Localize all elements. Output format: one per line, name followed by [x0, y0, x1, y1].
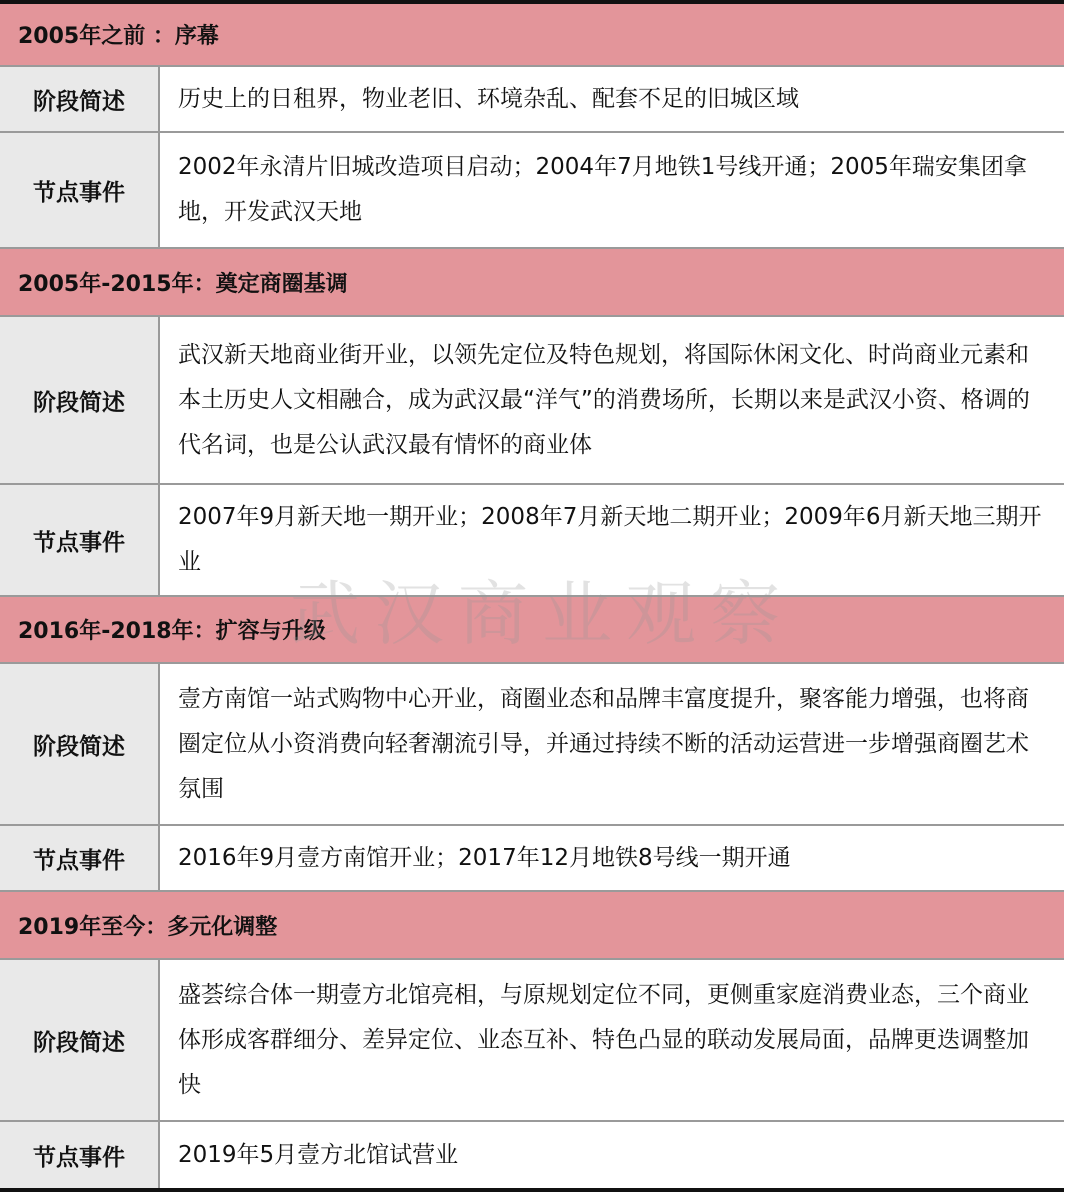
row-content [160, 67, 1064, 131]
events-text: 2002年永清片旧城改造项目启动；2004年7月地铁1号线开通；2005年瑞安集团拿地，开发武汉天地 [178, 154, 1027, 225]
events-row [0, 826, 1064, 892]
events-row [0, 1122, 1064, 1188]
events-text: 2019年5月壹方北馆试营业 [178, 1141, 459, 1168]
row-label: 阶段简述 [0, 960, 160, 1120]
phase-header [0, 892, 1064, 960]
row-label: 节点事件 [0, 485, 160, 595]
description-row [0, 664, 1064, 826]
watermark: 武汉商业观察 [290, 573, 794, 655]
phase-header [0, 249, 1064, 317]
description-text: 盛荟综合体一期壹方北馆亮相，与原规划定位不同，更侧重家庭消费业态，三个商业体形成客群细分、差异定位、业态互补、特色凸显的联动发展局面，品牌更迭调整加快 [178, 981, 1029, 1098]
row-label: 节点事件 [0, 826, 160, 890]
row-content [160, 317, 1064, 483]
phase-title: 2016年-2018年：扩容与升级 [18, 619, 326, 644]
row-label: 节点事件 [0, 133, 160, 247]
row-content [160, 133, 1064, 247]
phase-title: 2005年-2015年：奠定商圈基调 [18, 271, 348, 297]
bottom-rule [0, 1188, 1064, 1192]
events-text: 2007年9月新天地一期开业；2008年7月新天地二期开业；2009年6月新天地三期开业 [178, 504, 1042, 575]
row-label: 阶段简述 [0, 317, 160, 483]
description-row [0, 67, 1064, 133]
phase-header [0, 4, 1064, 67]
description-row [0, 317, 1064, 485]
row-content [160, 1122, 1064, 1188]
row-content [160, 485, 1064, 595]
phase-title: 2005年之前 ：序幕 [18, 24, 219, 49]
row-content [160, 826, 1064, 890]
events-row [0, 485, 1064, 597]
events-text: 2016年9月壹方南馆开业；2017年12月地铁8号线一期开通 [178, 844, 791, 871]
phase-title: 2019年至今：多元化调整 [18, 914, 278, 940]
row-content [160, 664, 1064, 824]
row-label: 阶段简述 [0, 664, 160, 824]
description-text: 壹方南馆一站式购物中心开业，商圈业态和品牌丰富度提升，聚客能力增强，也将商圈定位从小资消费向轻奢潮流引导，并通过持续不断的活动运营进一步增强商圈艺术氛围 [178, 685, 1029, 802]
row-label: 节点事件 [0, 1122, 160, 1188]
row-label: 阶段简述 [0, 67, 160, 131]
description-text: 历史上的日租界，物业老旧、环境杂乱、配套不足的旧城区域 [178, 85, 799, 112]
description-row [0, 960, 1064, 1122]
events-row [0, 133, 1064, 249]
description-text: 武汉新天地商业街开业，以领先定位及特色规划，将国际休闲文化、时尚商业元素和本土历史人文相融合，成为武汉最“洋气”的消费场所，长期以来是武汉小资、格调的代名词，也是公认武汉最有情怀的商业体 [178, 341, 1030, 458]
phase-header [0, 597, 1064, 664]
row-content [160, 960, 1064, 1120]
